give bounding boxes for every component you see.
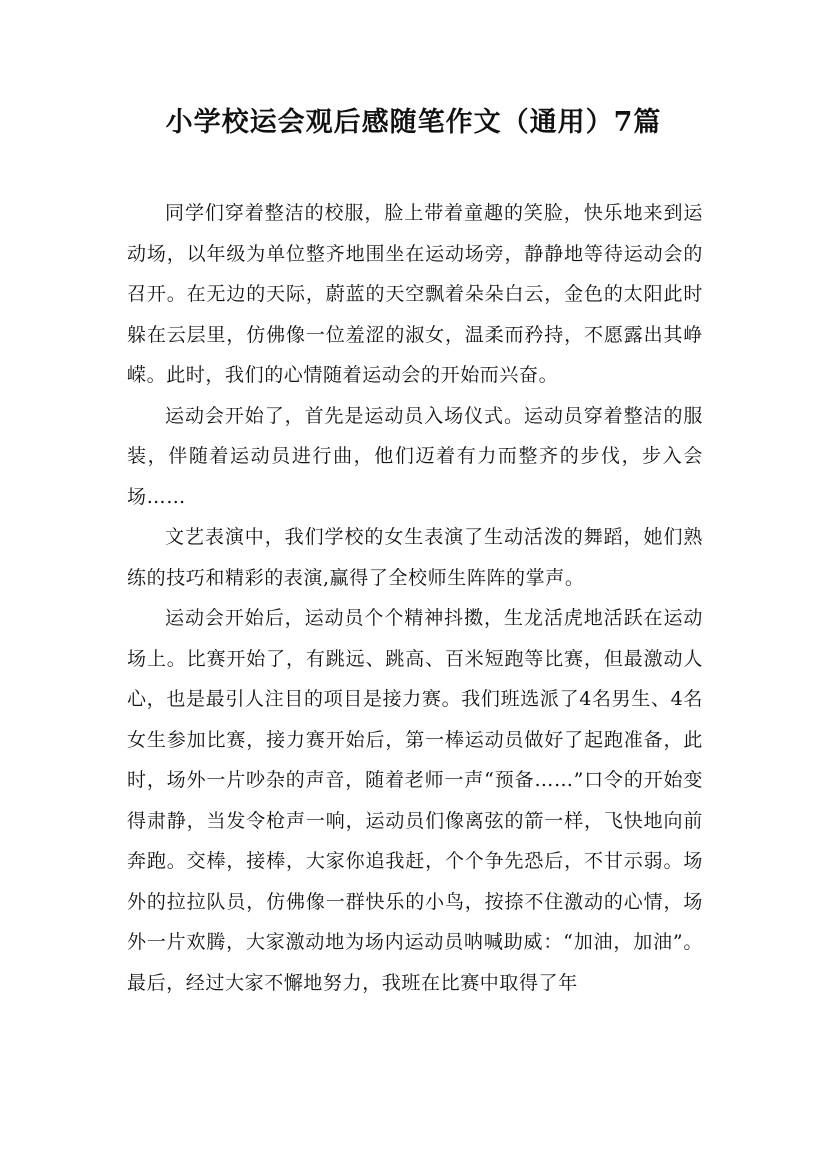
paragraph-4: 运动会开始后，运动员个个精神抖擞，生龙活虎地活跃在运动场上。比赛开始了，有跳远、跳高、百米短跑等比赛，但最激动人心，也是最引人注目的项目是接力赛。我们班选派了4名男生、4名女生参加比赛，接力赛开始后，第一棒运动员做好了起跑准备，此时，场外一片吵杂的声音，随着老师一声“预备……”口令的开始变得肃静，当发令枪声一响，运动员们像离弦的箭一样，飞快地向前奔跑。交棒，接棒，大家你追我赶，个个争先恐后，不甘示弱。场外的拉拉队员，仿佛像一群快乐的小鸟，按捺不住激动的心情，场外一片欢腾，大家激动地为场内运动员呐喊助威：“加油，加油”。最后，经过大家不懈地努力，我班在比赛中取得了年 xyxy=(127,607,703,994)
paragraph-2: 运动会开始了，首先是运动员入场仪式。运动员穿着整洁的服装，伴随着运动员进行曲，他们迈着有力而整齐的步伐，步入会场…… xyxy=(127,404,703,508)
document-body xyxy=(127,193,703,1003)
paragraph-3: 文艺表演中，我们学校的女生表演了生动活泼的舞蹈，她们熟练的技巧和精彩的表演,赢得了全校师生阵阵的掌声。 xyxy=(127,526,703,589)
document-title: 小学校运会观后感随笔作文（通用）7篇 xyxy=(165,107,662,138)
paragraph-1: 同学们穿着整洁的校服，脸上带着童趣的笑脸，快乐地来到运动场，以年级为单位整齐地围坐在运动场旁，静静地等待运动会的召开。在无边的天际，蔚蓝的天空飘着朵朵白云，金色的太阳此时躲在云层里，仿佛像一位羞涩的淑女，温柔而矜持，不愿露出其峥嵘。此时，我们的心情随着运动会的开始而兴奋。 xyxy=(127,202,703,386)
